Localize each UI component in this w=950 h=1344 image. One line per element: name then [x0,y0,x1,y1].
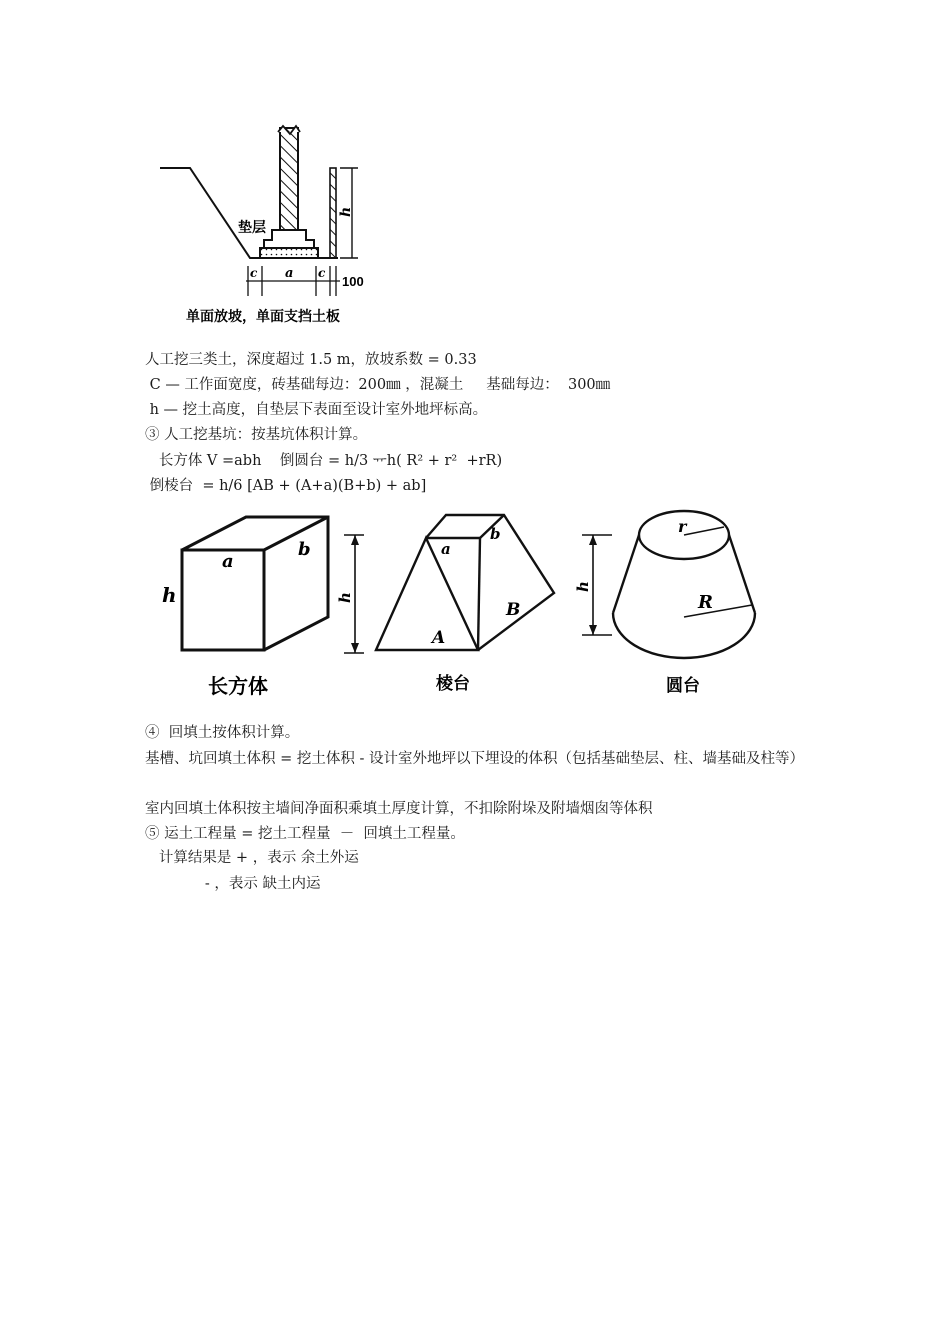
solids-figure [150,505,770,705]
frustum-cone-caption: 圆台 [666,676,700,696]
frustum-pyramid-label-a: a [441,540,451,558]
text-line: ⑤ 运土工程量 = 挖土工程量 － 回填土工程量。 [145,826,465,842]
label-c-right: c [318,266,326,280]
label-a: a [285,266,294,281]
frustum-cone-label-R: R [698,592,713,613]
text-line: 人工挖三类土，深度超过 1.5 m，放坡系数 = 0.33 [145,352,477,368]
label-c-left: c [250,266,258,280]
text-line: 计算结果是 + ，表示 余土外运 [145,850,359,866]
text-line: 倒棱台 = h/6 [AB + (A+a)(B+b) + ab] [145,478,427,494]
text-line: 基槽、坑回填土体积 = 挖土体积 - 设计室外地坪以下埋设的体积（包括基础垫层、柱、墙基础及柱等） [145,751,804,767]
cuboid-caption: 长方体 [208,674,268,698]
frustum-pyramid-drawing [336,515,554,694]
frustum-pyramid-label-h: h [336,592,354,603]
frustum-cone-drawing [574,511,755,696]
label-100: 100 [342,274,364,289]
frustum-pyramid-label-B: B [506,600,521,620]
cuboid-label-h: h [162,583,177,607]
frustum-cone-label-h: h [574,581,592,592]
frustum-pyramid-label-A: A [432,628,446,648]
brick-wall [280,128,298,230]
text-line: ④ 回填土按体积计算。 [145,725,300,741]
label-h: h [338,206,354,217]
text-line: h — 挖土高度，自垫层下表面至设计室外地坪标高。 [145,402,488,418]
frustum-pyramid-label-b: b [490,525,501,543]
retaining-board [330,168,336,258]
cushion-layer [260,248,318,258]
text-line: C — 工作面宽度，砖基础每边：200㎜ ，混凝土 基础每边： 300㎜ [145,377,611,393]
figure1-caption: 单面放坡，单面支挡土板 [186,309,340,325]
cuboid-drawing [162,517,328,698]
excavation-section-figure [150,118,400,333]
text-line: 室内回填土体积按主墙间净面积乘填土厚度计算，不扣除附垛及附墙烟囱等体积 [145,801,653,817]
frustum-cone-label-r: r [678,517,687,536]
text-line: 长方体 V =abh 倒圆台 = h/3 ᅲh( R² + r² +rR) [145,453,503,469]
frustum-pyramid-caption: 棱台 [436,674,470,694]
cuboid-label-b: b [298,539,311,560]
text-line: ③ 人工挖基坑：按基坑体积计算。 [145,427,368,443]
label-cushion: 垫层 [238,220,266,236]
text-line: - ，表示 缺土内运 [145,876,321,892]
cuboid-label-a: a [222,551,234,572]
